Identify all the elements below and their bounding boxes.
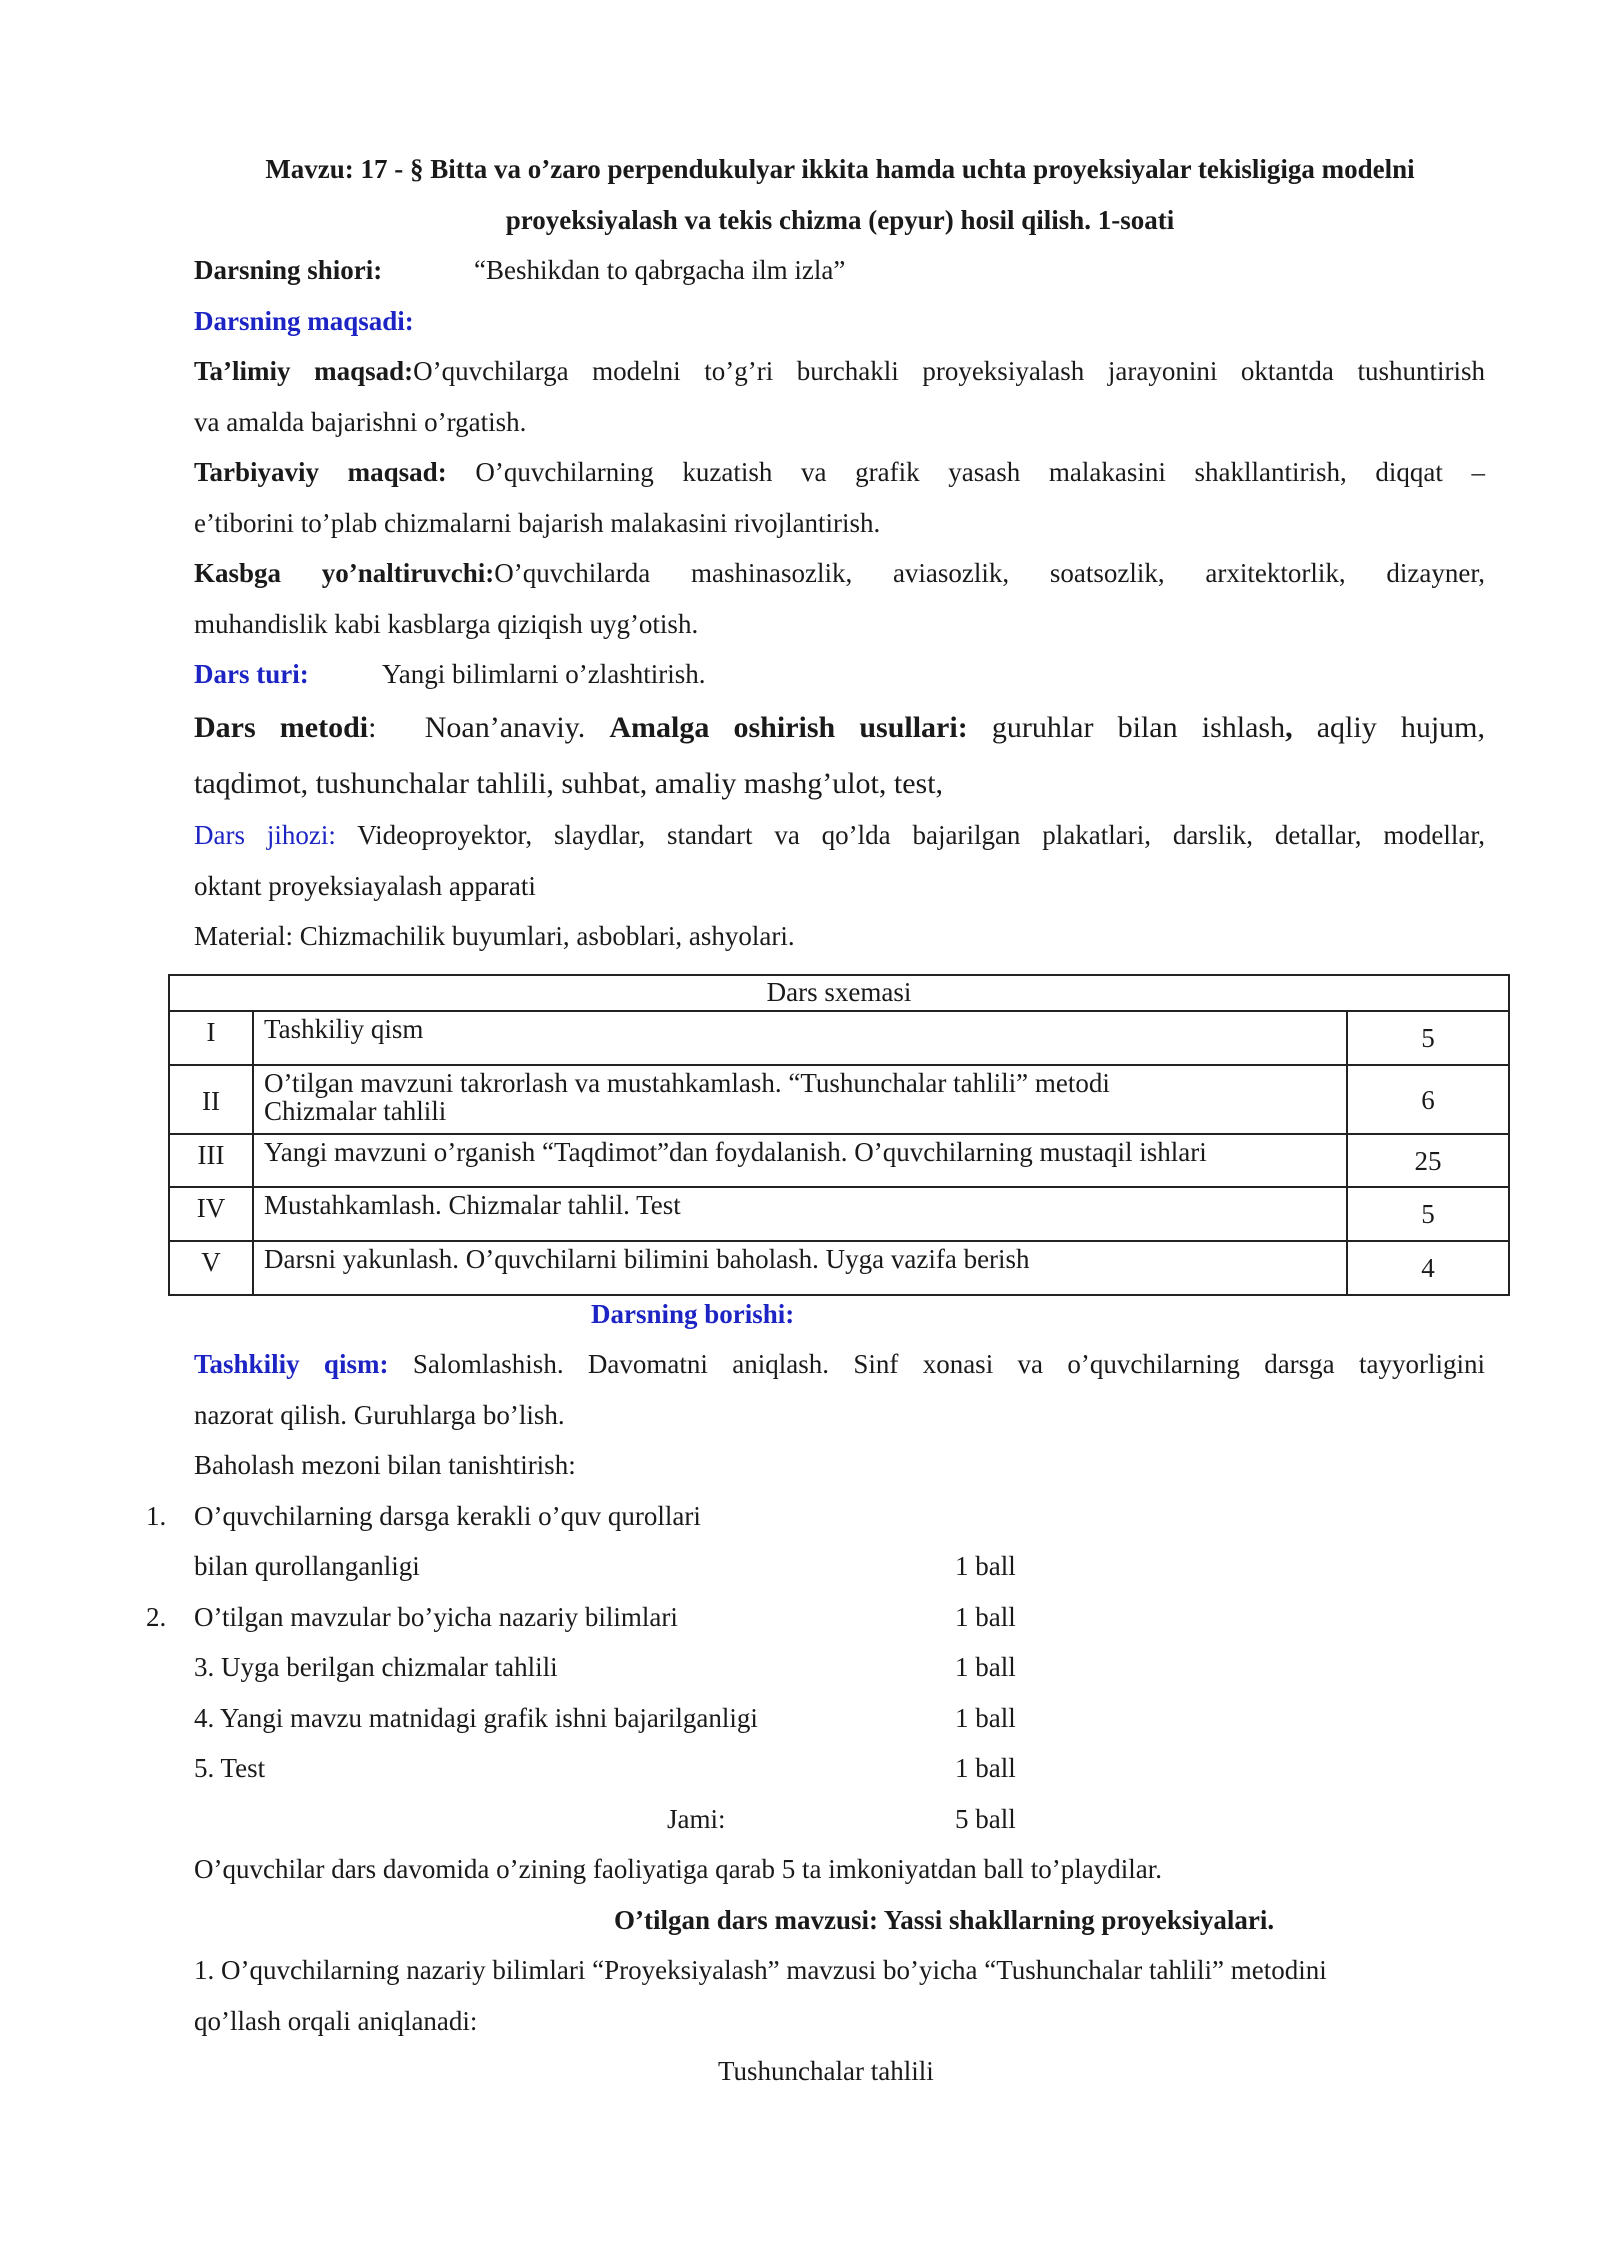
usul-label: Amalga oshirish usullari: (609, 711, 968, 744)
table-row (169, 1134, 1509, 1187)
stage-number: III (169, 1134, 253, 1187)
criterion-4 (194, 1693, 1485, 1744)
usul-comma: , (1285, 711, 1293, 744)
stage-number: I (169, 1011, 253, 1065)
title-line-2: proyeksiyalash va tekis chizma (epyur) hosil qilish. 1-soati (505, 205, 1175, 235)
maqsad-heading: Darsning maqsadi: (194, 306, 414, 336)
stage-number: IV (169, 1187, 253, 1241)
kasbga-line-2: muhandislik kabi kasblarga qiziqish uyg’otish. (194, 609, 699, 639)
usul-value-2: aqliy hujum, (1316, 711, 1486, 744)
borishi-heading: Darsning borishi: (591, 1299, 795, 1329)
talimiy-line-2: va amalda bajarishni o’rgatish. (194, 407, 527, 437)
criterion-3 (194, 1642, 1485, 1693)
criterion-text: O’tilgan mavzular bo’yicha nazariy bilimlari (194, 1602, 678, 1632)
table-row (169, 1241, 1509, 1295)
stage-text-line-2: Chizmalar tahlili (264, 1096, 447, 1126)
criterion-1 (146, 1491, 1485, 1542)
stage-minutes: 5 (1347, 1011, 1509, 1065)
stage-minutes: 4 (1347, 1241, 1509, 1295)
stage-minutes: 25 (1347, 1134, 1509, 1187)
metod-value: Noan’anaviy. (424, 711, 586, 744)
jami-label: Jami: (667, 1804, 726, 1834)
shior-label: Darsning shiori: (194, 255, 383, 285)
tarbiyaviy-text-1: O’quvchilarning kuzatish va grafik yasash malakasini shakllantirish, diqqat – (475, 457, 1485, 487)
criterion-2 (146, 1592, 1485, 1643)
kasbga-label: Kasbga yo’naltiruvchi: (194, 558, 495, 588)
metod-line-2: taqdimot, tushunchalar tahlili, suhbat, amaliy mashg’ulot, test, (194, 767, 944, 800)
tashkiliy-label: Tashkiliy qism: (194, 1349, 389, 1379)
talimiy-text-1: O’quvchilarga modelni to’g’ri burchakli proyeksiyalash jarayonini oktantda tushuntirish (413, 356, 1485, 386)
table-header-row (169, 975, 1509, 1011)
criterion-ball: 1 ball (955, 1602, 1016, 1632)
tashkiliy-line-1 (194, 1339, 1485, 1390)
stage-text-line-1: O’tilgan mavzuni takrorlash va mustahkamlash. “Tushunchalar tahlili” metodi (264, 1068, 1110, 1098)
stage-minutes: 6 (1347, 1065, 1509, 1134)
stage-number: II (169, 1065, 253, 1134)
metod-colon: : (368, 711, 377, 744)
tarbiyaviy-line-1 (194, 447, 1485, 498)
talimiy-label: Ta’limiy maqsad: (194, 356, 414, 386)
criterion-text: 4. Yangi mavzu matnidagi grafik ishni bajarilganligi (194, 1703, 758, 1733)
shior-line (194, 245, 1485, 296)
stage-text (253, 1065, 1347, 1134)
tashkiliy-line-2: nazorat qilish. Guruhlarga bo’lish. (194, 1400, 565, 1430)
criterion-text: O’quvchilarning darsga kerakli o’quv qurollari (194, 1501, 701, 1531)
jihoz-label: Dars jihozi: (194, 820, 336, 850)
usul-value-1: guruhlar bilan ishlash (991, 711, 1286, 744)
table-row (169, 1011, 1509, 1065)
stage-text: Yangi mavzuni o’rganish “Taqdimot”dan foydalanish. O’quvchilarning mustaqil ishlari (253, 1134, 1347, 1187)
item-1-line-2: qo’llash orqali aniqlanadi: (194, 2006, 478, 2036)
baholash-intro: Baholash mezoni bilan tanishtirish: (194, 1450, 576, 1480)
stage-text: Darsni yakunlash. O’quvchilarni bilimini baholash. Uyga vazifa berish (253, 1241, 1347, 1295)
ball-note: O’quvchilar dars davomida o’zining faoliyatiga qarab 5 ta imkoniyatdan ball to’playdilar. (194, 1854, 1162, 1884)
title-line-1: Mavzu: 17 - § Bitta va o’zaro perpendukulyar ikkita hamda uchta proyeksiyalar tekisligiga modelni (265, 154, 1415, 184)
tushunchalar-heading: Tushunchalar tahlili (718, 2056, 934, 2086)
table-row (169, 1065, 1509, 1134)
stage-number: V (169, 1241, 253, 1295)
criterion-text: 3. Uyga berilgan chizmalar tahlili (194, 1652, 558, 1682)
tashkiliy-text-1: Salomlashish. Davomatni aniqlash. Sinf xonasi va o’quvchilarning darsga tayyorligini (412, 1349, 1486, 1379)
otilgan-heading: O’tilgan dars mavzusi: Yassi shakllarning proyeksiyalari. (614, 1905, 1275, 1935)
table-row (169, 1187, 1509, 1241)
item-1-line-1: 1. O’quvchilarning nazariy bilimlari “Proyeksiyalash” mavzusi bo’yicha “Tushunchalar tahlili” metodini (194, 1955, 1327, 1985)
kasbga-text-1: O’quvchilarda mashinasozlik, aviasozlik, soatsozlik, arxitektorlik, dizayner, (494, 558, 1485, 588)
jihoz-text-1: Videoproyektor, slaydlar, standart va qo’lda bajarilgan plakatlari, darslik, detallar, modellar, (357, 820, 1485, 850)
dars-turi-line (194, 649, 1485, 700)
criterion-number: 2. (146, 1602, 167, 1632)
dars-turi-label: Dars turi: (194, 659, 309, 689)
tarbiyaviy-line-2: e’tiborini to’plab chizmalarni bajarish malakasini rivojlantirish. (194, 508, 881, 538)
table-header: Dars sxemasi (169, 975, 1509, 1011)
criterion-ball: 1 ball (955, 1652, 1016, 1682)
criterion-1-cont (194, 1541, 1485, 1592)
criterion-ball: 1 ball (955, 1551, 1016, 1581)
stage-text: Tashkiliy qism (253, 1011, 1347, 1065)
tarbiyaviy-label: Tarbiyaviy maqsad: (194, 457, 447, 487)
metod-label: Dars metodi (194, 711, 369, 744)
material-line: Material: Chizmachilik buyumlari, asboblari, ashyolari. (194, 921, 795, 951)
stage-minutes: 5 (1347, 1187, 1509, 1241)
criterion-text: 5. Test (194, 1753, 266, 1783)
jihoz-line-2: oktant proyeksiayalash apparati (194, 871, 536, 901)
criterion-ball: 1 ball (955, 1753, 1016, 1783)
dars-turi-value: Yangi bilimlarni o’zlashtirish. (382, 659, 706, 689)
criterion-ball: 1 ball (955, 1703, 1016, 1733)
kasbga-line-1 (194, 548, 1485, 599)
stage-text: Mustahkamlash. Chizmalar tahlil. Test (253, 1187, 1347, 1241)
shior-value: “Beshikdan to qabrgacha ilm izla” (474, 255, 846, 285)
jihoz-line-1 (194, 810, 1485, 861)
metod-line-1 (194, 700, 1485, 756)
criterion-5 (194, 1743, 1485, 1794)
lesson-scheme-table (168, 974, 1510, 1296)
criterion-number: 1. (146, 1501, 167, 1531)
criterion-text-2: bilan qurollanganligi (194, 1551, 420, 1581)
talimiy-line-1 (194, 346, 1485, 397)
jami-value: 5 ball (955, 1804, 1016, 1834)
